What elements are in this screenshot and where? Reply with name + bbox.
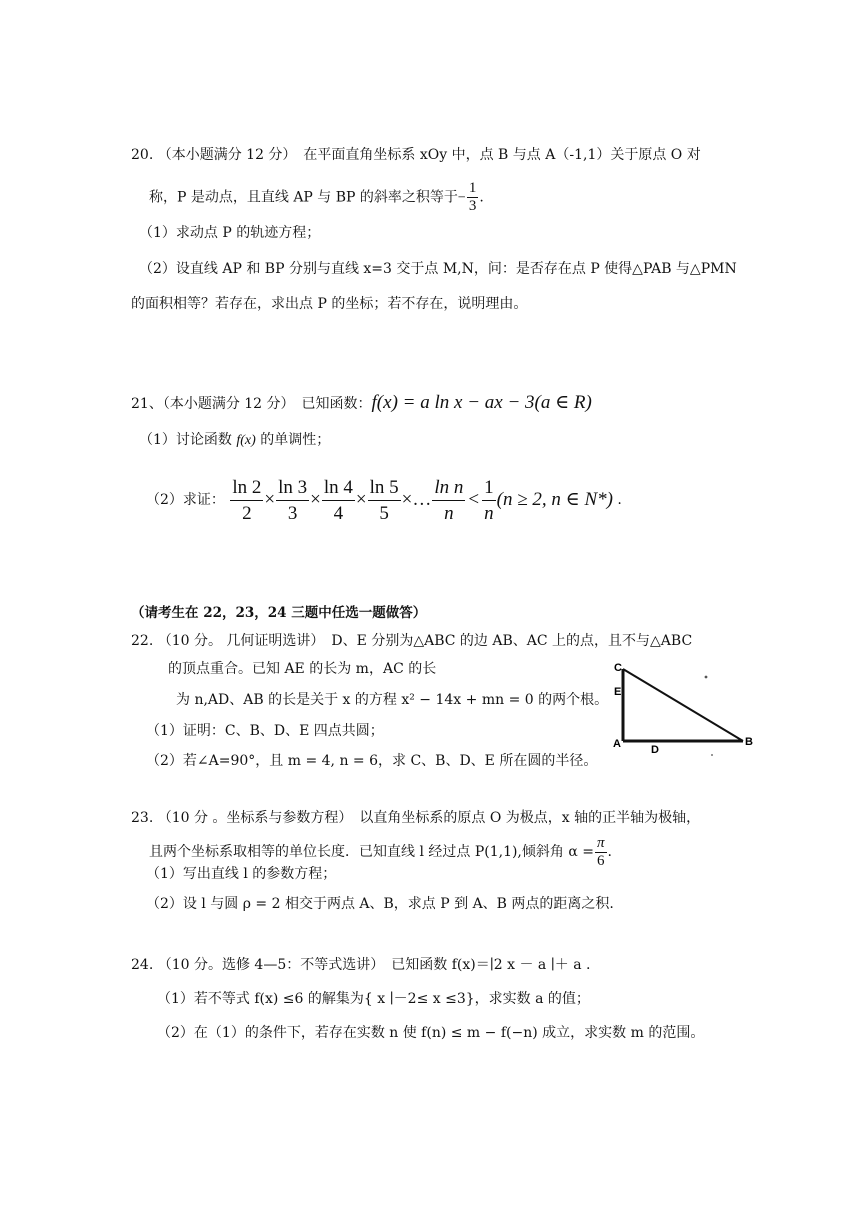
q20-fraction-den: 3 [468,198,477,214]
q20-fraction [467,180,479,215]
q20-line1: 20. （本小题满分 12 分） 在平面直角坐标系 xOy 中，点 B 与点 A（-1,1）关于原点 O 对 [131,147,701,163]
q21-term-2 [276,475,309,526]
q21-term-3-num: ln 4 [322,475,355,501]
q24-part2: （2）在（1）的条件下，若存在实数 n 使 f(n) ≤ m − f(−n) 成立，求实数 m 的范围。 [157,1025,705,1041]
q20-minus: − [457,190,466,206]
q21-term-3 [322,475,355,526]
q21-term-2-den: 3 [287,502,298,524]
q21-term-1-den: 2 [242,502,252,524]
q21-dots: ×… [401,489,432,510]
q21-rhs-condition: (n ≥ 2, n ∈ N*) [496,489,613,510]
q21-part1 [139,430,330,451]
q21-function-rhs: = a ln x − ax − 3(a ∈ R) [397,392,592,413]
q21-function-lhs: f(x) [371,392,398,413]
figure-label-b: B [745,736,753,748]
q23-part2: （2）设 l 与圆 ρ = 2 相交于两点 A、B，求点 P 到 A、B 两点的距离之积. [146,896,614,912]
q21-line1 [131,393,592,414]
q20-line2-end: . [479,189,484,206]
triangle-figure [609,657,761,760]
figure-label-a: A [613,738,621,750]
q21-term-1 [230,475,263,526]
q22-line1: 22. （10 分。 几何证明选讲） D、E 分别为△ABC 的边 AB、AC 上的点，且不与△ABC [131,633,693,649]
q21-term-3-den: 4 [333,502,344,524]
q22-part2: （2）若∠A=90°，且 m = 4, n = 6，求 C、B、D、E 所在圆的半径。 [146,753,598,769]
q22-part1: （1）证明：C、B、D、E 四点共圆； [146,723,384,739]
q21-term-last [432,475,465,526]
q21-times-1: × [264,489,276,510]
q21-part1-text: （1）讨论函数 [139,432,237,448]
q23-line1: 23. （10 分 。坐标系与参数方程） 以直角坐标系的原点 O 为极点，x 轴的正半轴为极轴， [131,810,701,826]
q21-part1-f: f(x) [236,433,256,448]
q20-part1: （1）求动点 P 的轨迹方程； [139,225,321,241]
q23-angle-den: 6 [596,852,605,869]
q20-line2-text: 称，P 是动点，且直线 AP 与 BP 的斜率之积等于 [149,189,458,206]
q21-part2 [146,472,622,528]
q21-rhs-fraction [482,475,496,526]
q24-part1: （1）若不等式 f(x) ≤6 的解集为{ x ∣－2≤ x ≤3}，求实数 a 的值； [157,991,590,1007]
q21-times-2: × [310,489,321,510]
choice-note: （请考生在 22，23，24 三题中任选一题做答） [131,605,427,621]
q21-end: . [612,492,622,508]
q23-angle-fraction [595,835,607,870]
q23-part1: （1）写出直线 l 的参数方程； [146,866,337,882]
q23-line2-text: 且两个坐标系取相等的单位长度．已知直线 l 经过点 P(1,1),倾斜角 α = [149,844,594,860]
q21-rhs-num: 1 [482,475,496,501]
q21-term-2-num: ln 3 [276,475,309,501]
q23-line2-end: . [607,844,612,860]
q21-term-1-num: ln 2 [230,475,263,501]
q21-term-4-num: ln 5 [368,475,401,501]
q20-part2-line2: 的面积相等？若存在，求出点 P 的坐标；若不存在，说明理由。 [131,296,528,312]
q20-part2-line1: （2）设直线 AP 和 BP 分别与直线 x=3 交于点 M,N，问：是否存在点 P 使得△PAB 与△PMN [139,261,737,277]
q21-part1-end: 的单调性； [255,432,331,448]
figure-label-d: D [651,744,659,756]
q21-term-last-num: ln n [432,475,465,501]
q22-line2: 的顶点重合。已知 AE 的长为 m，AC 的长 [168,661,437,677]
q21-rhs-den: n [484,502,494,524]
figure-label-e: E [614,686,622,698]
q23-angle-num: π [596,834,605,851]
q21-term-4-den: 5 [379,502,389,524]
q20-fraction-num: 1 [468,180,477,196]
q21-less-than: < [468,489,480,510]
q21-times-3: × [355,489,367,510]
q20-line2 [149,180,484,215]
q21-part2-label: （2）求证： [146,492,225,508]
q22-line3: 为 n,AD、AB 的长是关于 x 的方程 x² − 14x + mn = 0 的两个根。 [176,692,609,708]
q21-term-4 [368,475,401,526]
figure-label-c: C [614,662,622,674]
q21-line1-text: 21、（本小题满分 12 分） 已知函数： [131,396,372,412]
q21-term-last-den: n [444,502,454,524]
q24-line1: 24. （10 分。选修 4—5：不等式选讲） 已知函数 f(x)＝∣2 x － a ∣＋ a . [131,957,591,973]
